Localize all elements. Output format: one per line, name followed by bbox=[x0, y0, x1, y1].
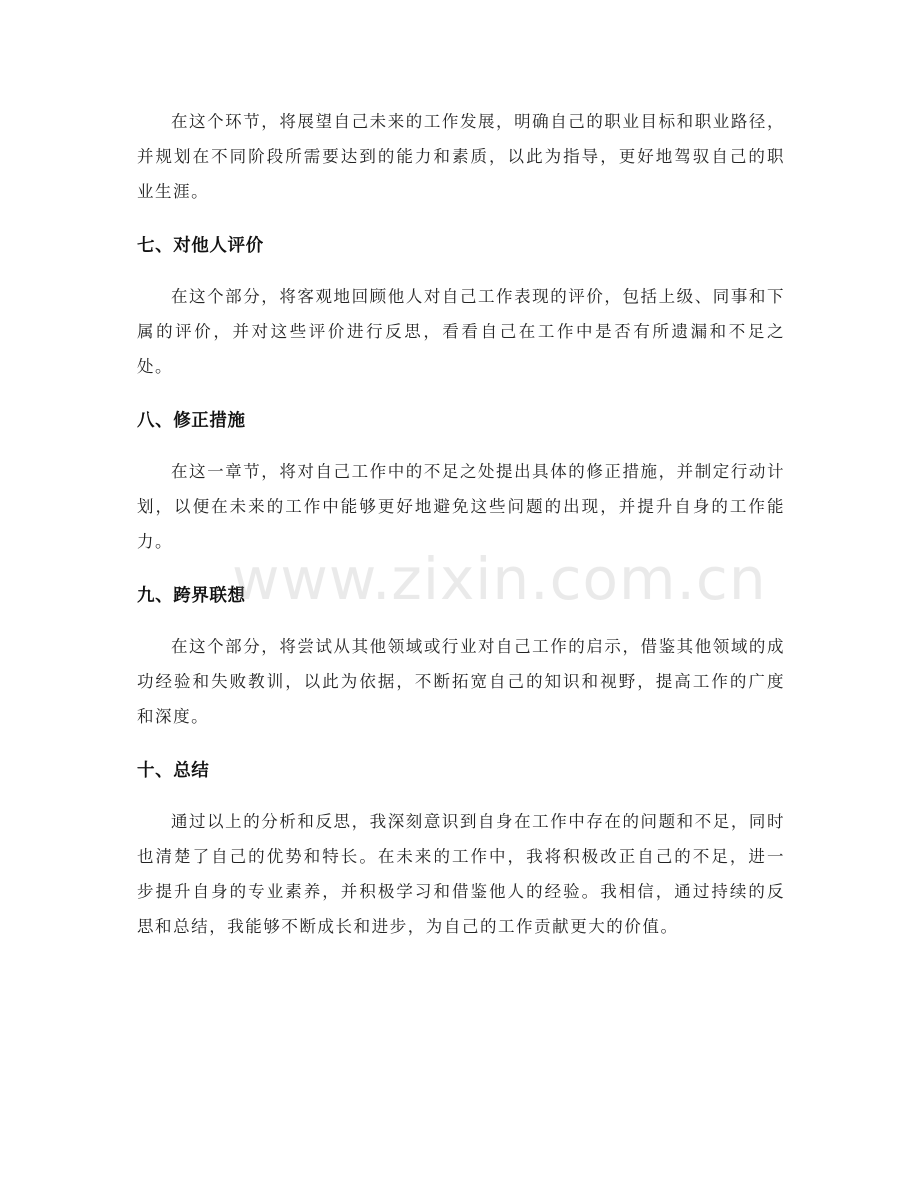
document-body bbox=[137, 104, 785, 944]
spacer bbox=[137, 209, 785, 229]
section-heading-cross-domain: 九、跨界联想 bbox=[137, 586, 246, 606]
spacer bbox=[137, 439, 785, 454]
section-heading-corrective-measures: 八、修正措施 bbox=[137, 411, 246, 431]
spacer bbox=[137, 264, 785, 279]
spacer bbox=[137, 614, 785, 629]
section-heading-evaluation: 七、对他人评价 bbox=[137, 236, 264, 256]
section-body-cross-domain: 在这个部分，将尝试从其他领域或行业对自己工作的启示，借鉴其他领域的成功经验和失败教训，以此为依据，不断拓宽自己的知识和视野，提高工作的广度和深度。 bbox=[137, 637, 785, 726]
watermark: www.zixin.com.cn bbox=[232, 545, 767, 613]
intro-paragraph: 在这个环节，将展望自己未来的工作发展，明确自己的职业目标和职业路径，并规划在不同阶段所需要达到的能力和素质，以此为指导，更好地驾驭自己的职业生涯。 bbox=[137, 112, 785, 201]
spacer bbox=[137, 384, 785, 404]
section-body-corrective-measures: 在这一章节，将对自己工作中的不足之处提出具体的修正措施，并制定行动计划，以便在未来的工作中能够更好地避免这些问题的出现，并提升自身的工作能力。 bbox=[137, 462, 785, 551]
spacer bbox=[137, 559, 785, 579]
section-body-summary: 通过以上的分析和反思，我深刻意识到自身在工作中存在的问题和不足，同时也清楚了自己的优势和特长。在未来的工作中，我将积极改正自己的不足，进一步提升自身的专业素养，并积极学习和借鉴他人的经验。我相信，通过持续的反思和总结，我能够不断成长和进步，为自己的工作贡献更大的价值。 bbox=[137, 812, 785, 936]
spacer bbox=[137, 734, 785, 754]
section-body-evaluation: 在这个部分，将客观地回顾他人对自己工作表现的评价，包括上级、同事和下属的评价，并对这些评价进行反思，看看自己在工作中是否有所遗漏和不足之处。 bbox=[137, 287, 785, 376]
section-heading-summary: 十、总结 bbox=[137, 761, 210, 781]
spacer bbox=[137, 789, 785, 804]
